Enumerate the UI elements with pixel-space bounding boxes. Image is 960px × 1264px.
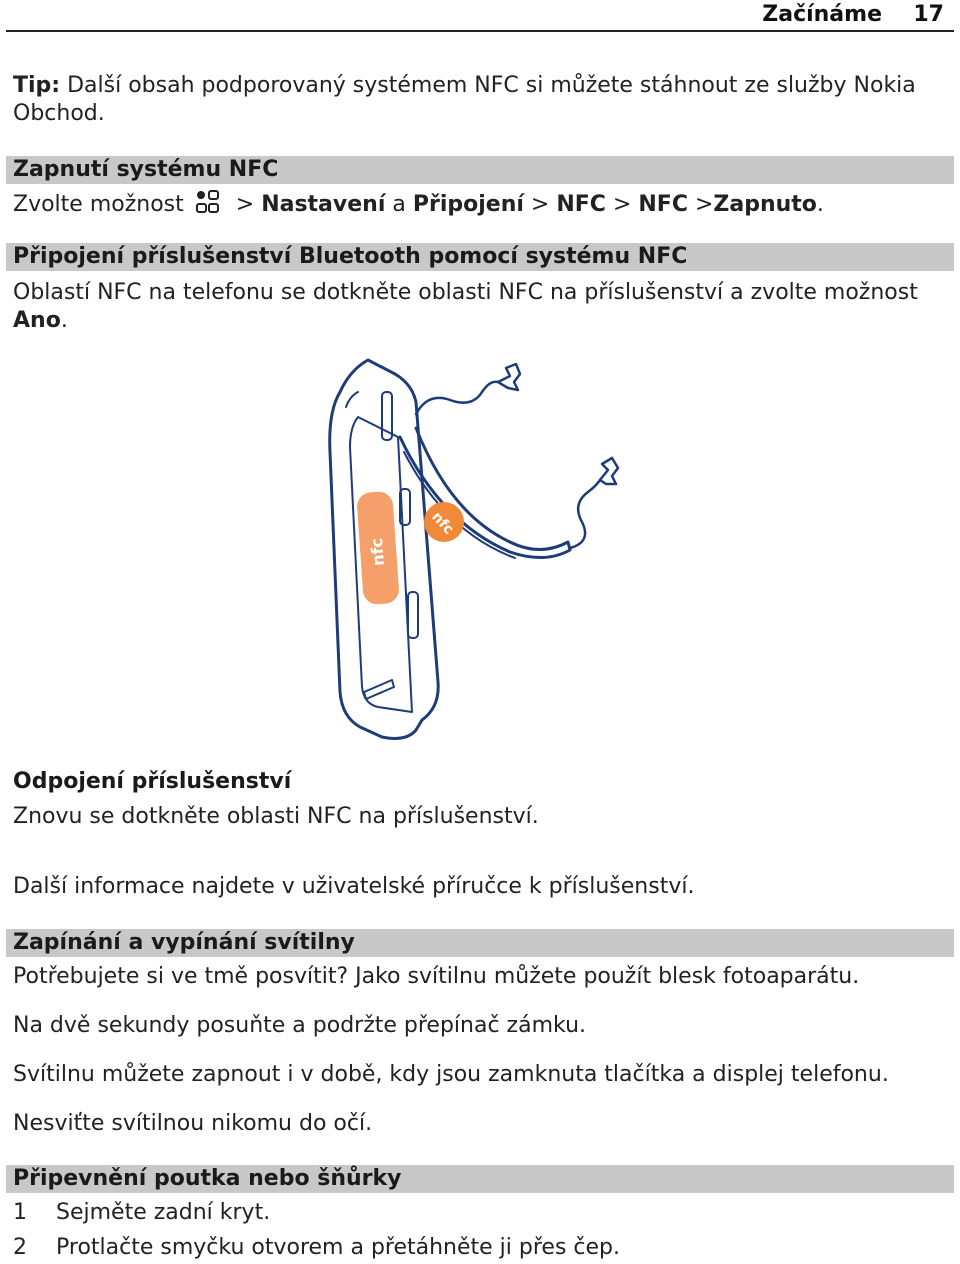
bt-connect-end: .: [60, 308, 68, 333]
page-number: 17: [913, 2, 944, 27]
menu-icon: [195, 190, 221, 222]
path-sep-1: >: [235, 192, 255, 217]
heading-disconnect: Odpojení příslušenství: [13, 769, 292, 794]
cable-top: [416, 382, 498, 414]
path-on: Zapnuto: [713, 192, 817, 217]
section-heading-flashlight: [6, 929, 954, 957]
path-sep-3: >: [530, 192, 550, 217]
disconnect-text: Znovu se dotkněte oblasti NFC na příslušenství.: [13, 804, 539, 829]
path-sep-5: >: [694, 192, 714, 217]
nfc-illustration: [320, 352, 640, 747]
path-nfc-2: NFC: [638, 192, 688, 217]
phone-nfc-label: nfc: [367, 537, 388, 567]
tip-text: Další obsah podporovaný systémem NFC si můžete stáhnout ze služby Nokia: [67, 73, 916, 98]
step-2-text: Protlačte smyčku otvorem a přetáhněte ji přes čep.: [56, 1235, 621, 1260]
flashlight-p1: Potřebujete si ve tmě posvítit? Jako svítilnu můžete použít blesk fotoaparátu.: [13, 964, 860, 989]
more-info-text: Další informace najdete v uživatelské příručce k příslušenství.: [13, 874, 695, 899]
section-title: Začínáme: [762, 2, 882, 27]
section-heading-strap: [6, 1165, 954, 1193]
section-heading-nfc-on: [6, 156, 954, 184]
section-heading-bt-connect: [6, 243, 954, 271]
heading-flashlight: Zapínání a vypínání svítilny: [13, 930, 355, 955]
option-yes: Ano: [13, 308, 61, 333]
heading-nfc-on: Zapnutí systému NFC: [13, 157, 279, 182]
bt-connect-line-2: [13, 307, 68, 335]
tip-line-2: Obchod.: [13, 101, 105, 126]
path-settings: Nastavení: [261, 192, 386, 217]
path-sep-4: >: [612, 192, 632, 217]
flashlight-p4: Nesviťte svítilnou nikomu do očí.: [13, 1111, 373, 1136]
tip-label: Tip:: [13, 73, 61, 98]
step-1-number: 1: [13, 1200, 27, 1225]
step-2-number: 2: [13, 1235, 27, 1260]
path-connectivity: Připojení: [412, 192, 524, 217]
tip-line-1: [13, 72, 916, 100]
nfc-on-instruction: [13, 190, 824, 222]
path-sep-2: a: [392, 192, 406, 217]
flashlight-p2: Na dvě sekundy posuňte a podržte přepínač zámku.: [13, 1013, 587, 1038]
cable-bottom: [570, 480, 600, 548]
bt-connect-line-1: Oblastí NFC na telefonu se dotkněte oblasti NFC na příslušenství a zvolte možnost: [13, 280, 918, 305]
path-nfc-1: NFC: [556, 192, 606, 217]
step-1-text: Sejměte zadní kryt.: [56, 1200, 271, 1225]
accessory-nfc-label: nfc: [428, 508, 457, 538]
flashlight-p3: Svítilnu můžete zapnout i v době, kdy jsou zamknuta tlačítka a displej telefonu.: [13, 1062, 889, 1087]
running-header: [6, 0, 954, 32]
heading-bt-connect: Připojení příslušenství Bluetooth pomocí systému NFC: [13, 244, 688, 269]
heading-strap: Připevnění poutka nebo šňůrky: [13, 1166, 402, 1191]
nfc-on-prefix: Zvolte možnost: [13, 192, 184, 217]
nfc-on-end: .: [816, 192, 824, 217]
